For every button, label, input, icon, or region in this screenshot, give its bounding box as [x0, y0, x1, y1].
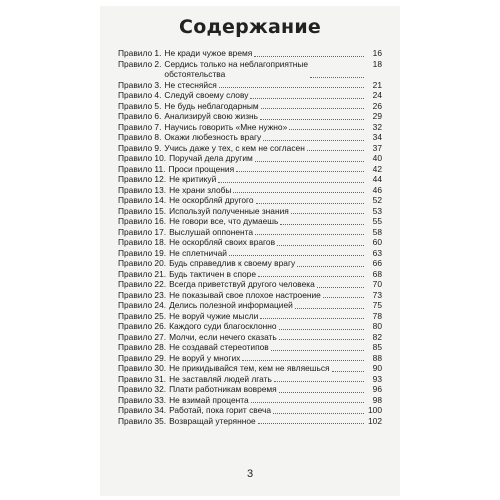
toc-title: Молчи, если нечего сказать: [169, 331, 277, 342]
toc-rule-label: Правило 11.: [118, 163, 166, 174]
toc-rule-label: Правило 34.: [118, 405, 167, 415]
toc-title: Не создавай стереотипов: [169, 342, 269, 352]
dot-leader: [254, 55, 364, 57]
toc-entry: [118, 384, 382, 395]
toc-page-number: 26: [372, 100, 382, 111]
toc-page-number: 53: [372, 205, 382, 216]
toc-title: Анализируй свою жизнь: [164, 111, 259, 121]
toc-title: Каждого суди благосклонно: [169, 321, 277, 331]
toc-page-number: 63: [372, 247, 382, 258]
toc-rule-label: Правило 3.: [118, 79, 162, 90]
toc-rule-label: Правило 6.: [118, 111, 162, 121]
toc-title: Возвращай утерянное: [169, 415, 256, 426]
page-title: Содержание: [179, 16, 321, 38]
dot-leader: [256, 202, 364, 204]
table-of-contents: [118, 48, 382, 426]
toc-entry: [118, 132, 382, 143]
toc-page-number: 16: [372, 48, 382, 58]
dot-leader: [250, 97, 364, 99]
dot-leader: [332, 370, 364, 372]
toc-page-number: 93: [372, 373, 382, 384]
toc-rule-label: Правило 9.: [118, 142, 162, 153]
toc-title: Используй полученные знания: [169, 205, 289, 216]
dot-leader: [219, 86, 364, 88]
toc-rule-label: Правило 21.: [118, 268, 167, 279]
toc-page-number: 37: [372, 142, 382, 153]
dot-leader: [255, 233, 364, 235]
toc-page-number: 96: [372, 384, 382, 394]
toc-rule-label: Правило 33.: [118, 394, 167, 405]
dot-leader: [255, 160, 364, 162]
toc-entry: [118, 363, 382, 374]
toc-page-number: 100: [368, 405, 382, 415]
toc-entry: [118, 206, 382, 217]
toc-title: Не говори все, что думаешь: [169, 216, 279, 226]
toc-title-wrap: [161, 59, 308, 80]
dot-leader: [289, 128, 364, 130]
toc-entry: [118, 374, 382, 385]
dot-leader: [261, 107, 364, 109]
dot-leader: [323, 296, 364, 298]
toc-rule-label: Правило 27.: [118, 331, 167, 342]
toc-entry: [118, 248, 382, 259]
toc-entry: [118, 353, 382, 364]
toc-page-number: 40: [372, 153, 382, 163]
toc-rule-label: Правило 23.: [118, 289, 167, 300]
toc-rule-label: Правило 29.: [118, 352, 167, 363]
toc-entry: [118, 237, 382, 248]
toc-page-number: 24: [372, 90, 382, 100]
dot-leader: [280, 223, 364, 225]
toc-title: Не взимай процента: [169, 394, 249, 405]
dot-leader: [307, 149, 364, 151]
toc-page-number: 70: [372, 279, 382, 289]
toc-entry: [118, 101, 382, 112]
dot-leader: [236, 170, 364, 172]
toc-title: Не стесняйся: [164, 79, 217, 90]
toc-page-number: 90: [372, 363, 382, 373]
toc-title: Всегда приветствуй другого человека: [169, 279, 315, 289]
toc-entry: [118, 227, 382, 238]
toc-rule-label: Правило 22.: [118, 279, 167, 289]
toc-rule-label: Правило 15.: [118, 205, 167, 216]
toc-entry: [118, 216, 382, 227]
toc-page-number: 18: [372, 58, 382, 69]
toc-title: Выслушай оппонента: [169, 226, 254, 237]
toc-page-number: 68: [372, 268, 382, 279]
toc-page-number: 21: [372, 79, 382, 90]
dot-leader: [297, 265, 364, 267]
toc-entry: [118, 321, 382, 332]
toc-entry: [118, 395, 382, 406]
toc-entry: [118, 195, 382, 206]
toc-title: Работай, пока горит свеча: [169, 405, 272, 415]
toc-rule-label: Правило 13.: [118, 184, 167, 195]
toc-rule-label: Правило 1.: [118, 48, 162, 58]
toc-page-number: 52: [372, 195, 382, 205]
toc-entry: [118, 290, 382, 301]
toc-rule-label: Правило 19.: [118, 247, 167, 258]
dot-leader: [258, 422, 364, 424]
toc-title: Научись говорить «Мне нужно»: [164, 121, 288, 132]
toc-rule-label: Правило 14.: [118, 195, 167, 205]
dot-leader: [242, 359, 364, 361]
toc-page-number: 58: [372, 226, 382, 237]
dot-leader: [273, 412, 364, 414]
toc-entry: [118, 80, 382, 91]
toc-rule-label: Правило 35.: [118, 415, 167, 426]
toc-entry: [118, 164, 382, 175]
toc-title: Учись даже у тех, с кем не согласен: [164, 142, 305, 153]
toc-title: Не сплетничай: [169, 247, 227, 258]
dot-leader: [251, 401, 364, 403]
toc-page-number: 34: [372, 132, 382, 142]
dot-leader: [271, 349, 364, 351]
toc-entry: [118, 174, 382, 185]
page-number: 3: [246, 468, 254, 480]
toc-rule-label: Правило 24.: [118, 300, 167, 310]
toc-page-number: 32: [372, 121, 382, 132]
toc-page-number: 85: [372, 342, 382, 352]
toc-title: Делись полезной информацией: [169, 300, 293, 310]
toc-entry: [118, 153, 382, 164]
toc-rule-label: Правило 32.: [118, 384, 167, 394]
toc-entry: [118, 332, 382, 343]
toc-rule-label: Правило 26.: [118, 321, 167, 331]
toc-rule-label: Правило 20.: [118, 258, 167, 268]
toc-title: Не будь неблагодарным: [164, 100, 259, 111]
dot-leader: [317, 286, 364, 288]
dot-leader: [310, 76, 364, 78]
toc-page-number: 42: [372, 163, 382, 174]
toc-entry: [118, 90, 382, 101]
dot-leader: [260, 317, 364, 319]
toc-page-number: 78: [372, 310, 382, 321]
toc-rule-label: Правило 10.: [118, 153, 167, 163]
toc-entry: [118, 59, 382, 80]
toc-page-number: 80: [372, 321, 382, 331]
toc-rule-label: Правило 5.: [118, 100, 162, 111]
toc-entry: [118, 185, 382, 196]
dot-leader: [274, 380, 364, 382]
toc-title: Не заставляй людей лгать: [169, 373, 272, 384]
toc-title: Плати работникам вовремя: [169, 384, 277, 394]
toc-title: Сердись только на неблагоприятные: [164, 58, 309, 69]
toc-title: Не воруй чужие мысли: [169, 310, 259, 321]
dot-leader: [260, 118, 364, 120]
toc-title: Следуй своему слову: [164, 90, 249, 100]
toc-title: Не показывай свое плохое настроение: [169, 289, 321, 300]
toc-title-continued: обстоятельства: [164, 69, 226, 79]
toc-page-number: 29: [372, 111, 382, 121]
toc-page-number: 73: [372, 289, 382, 300]
toc-rule-label: Правило 7.: [118, 121, 162, 132]
toc-rule-label: Правило 17.: [118, 226, 167, 237]
toc-rule-label: Правило 4.: [118, 90, 162, 100]
toc-rule-label: Правило 30.: [118, 363, 167, 373]
toc-title: Не прикидывайся тем, кем не являешься: [169, 363, 330, 373]
toc-rule-label: Правило 25.: [118, 310, 167, 321]
book-page: [100, 6, 400, 496]
toc-entry: [118, 48, 382, 59]
toc-page-number: 75: [372, 300, 382, 310]
toc-rule-label: Правило 16.: [118, 216, 167, 226]
toc-title: Не кради чужое время: [164, 48, 253, 58]
toc-rule-label: Правило 8.: [118, 132, 162, 142]
toc-page-number: 102: [368, 415, 382, 426]
toc-page-number: 66: [372, 258, 382, 268]
dot-leader: [229, 254, 364, 256]
dot-leader: [291, 212, 364, 214]
toc-rule-label: Правило 2.: [118, 58, 162, 69]
toc-page-number: 82: [372, 331, 382, 342]
toc-page-number: 44: [372, 174, 382, 184]
toc-page-number: 46: [372, 184, 382, 195]
dot-leader: [295, 307, 364, 309]
toc-title: Проси прощения: [168, 163, 235, 174]
toc-page-number: 88: [372, 352, 382, 363]
toc-entry: [118, 258, 382, 269]
toc-entry: [118, 269, 382, 280]
toc-entry: [118, 111, 382, 122]
toc-title: Не критикуй: [169, 174, 217, 184]
toc-title: Не храни злобы: [169, 184, 232, 195]
toc-page-number: 60: [372, 237, 382, 247]
dot-leader: [263, 139, 364, 141]
dot-leader: [279, 391, 364, 393]
dot-leader: [279, 338, 364, 340]
dot-leader: [279, 328, 364, 330]
toc-entry: [118, 122, 382, 133]
toc-title: Поручай дела другим: [169, 153, 253, 163]
toc-title: Окажи любезность врагу: [164, 132, 262, 142]
toc-entry: [118, 416, 382, 427]
toc-entry: [118, 405, 382, 416]
toc-page-number: 55: [372, 216, 382, 226]
toc-entry: [118, 311, 382, 322]
dot-leader: [233, 191, 364, 193]
toc-title: Не оскорбляй своих врагов: [169, 237, 276, 247]
dot-leader: [218, 181, 364, 183]
toc-entry: [118, 300, 382, 311]
toc-rule-label: Правило 31.: [118, 373, 167, 384]
toc-rule-label: Правило 18.: [118, 237, 167, 247]
toc-entry: [118, 143, 382, 154]
dot-leader: [258, 275, 364, 277]
toc-title: Не оскорбляй другого: [169, 195, 254, 205]
toc-page-number: 98: [372, 394, 382, 405]
toc-entry: [118, 342, 382, 353]
toc-title: Будь тактичен в споре: [169, 268, 256, 279]
toc-rule-label: Правило 28.: [118, 342, 167, 352]
toc-entry: [118, 279, 382, 290]
toc-rule-label: Правило 12.: [118, 174, 167, 184]
dot-leader: [277, 244, 364, 246]
toc-title: Будь справедлив к своему врагу: [169, 258, 296, 268]
toc-title: Не воруй у многих: [169, 352, 241, 363]
